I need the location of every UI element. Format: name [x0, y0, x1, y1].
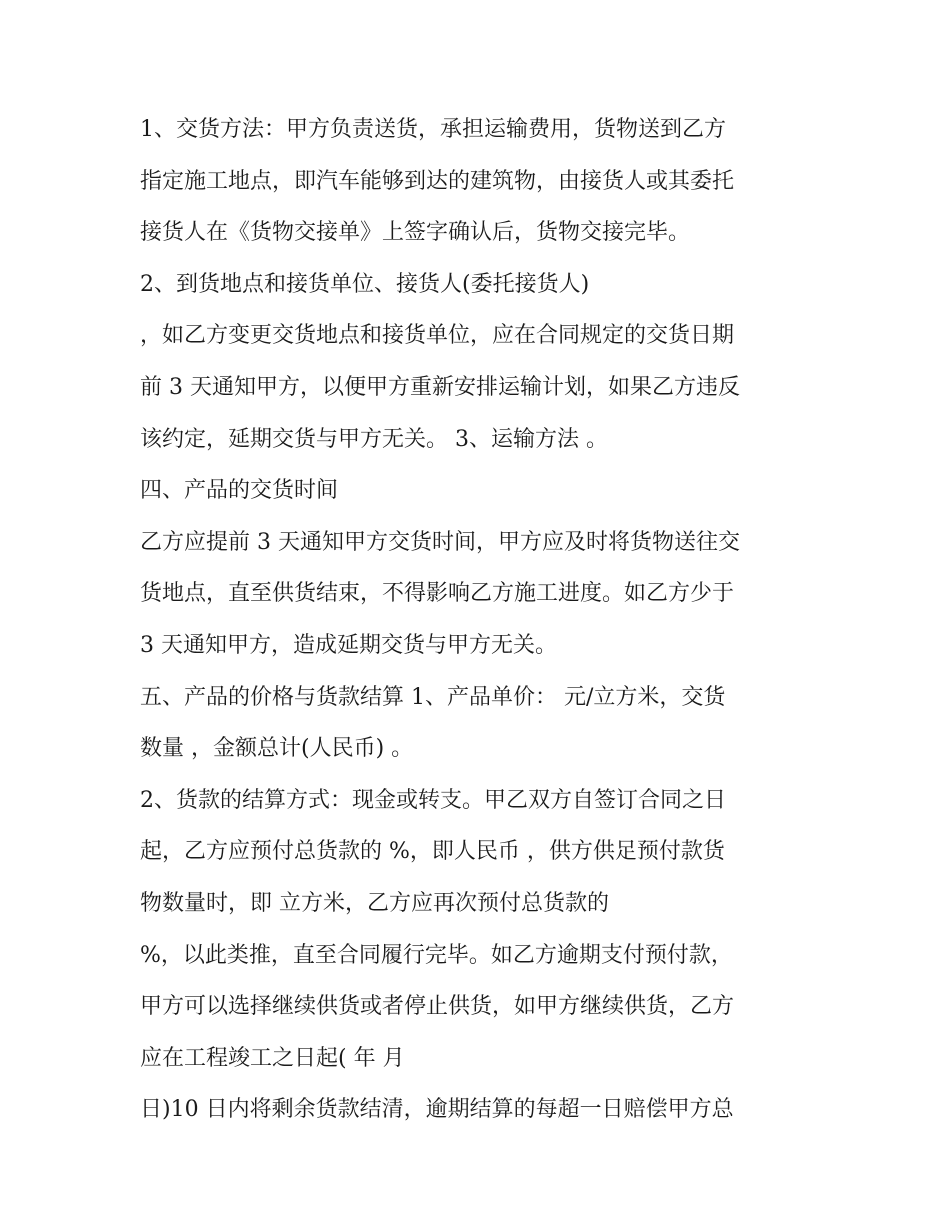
text-line: %，以此类推，直至合同履行完毕。如乙方逾期支付预付款，	[140, 942, 733, 968]
text-line: 应在工程竣工之日起( 年 月	[140, 1045, 405, 1071]
text-line: 日)10 日内将剩余货款结清，逾期结算的每超一日赔偿甲方总	[140, 1097, 734, 1123]
text-line: 五、产品的价格与货款结算 1、产品单价： 元/立方米，交货	[140, 684, 726, 710]
text-line: 货地点，直至供货结束，不得影响乙方施工进度。如乙方少于	[140, 581, 735, 607]
text-line: 2、到货地点和接货单位、接货人(委托接货人)	[140, 271, 590, 297]
text-line: 甲方可以选择继续供货或者停止供货，如甲方继续供货，乙方	[140, 994, 735, 1020]
text-line: 起，乙方应预付总货款的 %，即人民币 ，供方供足预付款货	[140, 839, 725, 865]
text-line: 2、货款的结算方式：现金或转支。甲乙双方自签订合同之日	[140, 787, 726, 813]
text-line: 前 3 天通知甲方，以便甲方重新安排运输计划，如果乙方违反	[140, 374, 740, 400]
text-line: 指定施工地点，即汽车能够到达的建筑物，由接货人或其委托	[140, 168, 735, 194]
text-line: 物数量时，即 立方米，乙方应再次预付总货款的	[140, 890, 609, 916]
text-line: 该约定，延期交货与甲方无关。 3、运输方法 。	[140, 426, 608, 452]
contract-text	[140, 104, 820, 1136]
text-line: ，如乙方变更交货地点和接货单位，应在合同规定的交货日期	[140, 323, 735, 349]
text-line: 乙方应提前 3 天通知甲方交货时间，甲方应及时将货物送往交	[140, 529, 740, 555]
text-line: 1、交货方法：甲方负责送货，承担运输费用，货物送到乙方	[140, 117, 726, 142]
text-line: 接货人在《货物交接单》上签字确认后，货物交接完毕。	[140, 220, 691, 246]
section-heading: 四、产品的交货时间	[140, 478, 339, 504]
text-line: 3 天通知甲方，造成延期交货与甲方无关。	[140, 632, 557, 658]
text-line: 数量 ，金额总计(人民币) 。	[140, 736, 414, 762]
